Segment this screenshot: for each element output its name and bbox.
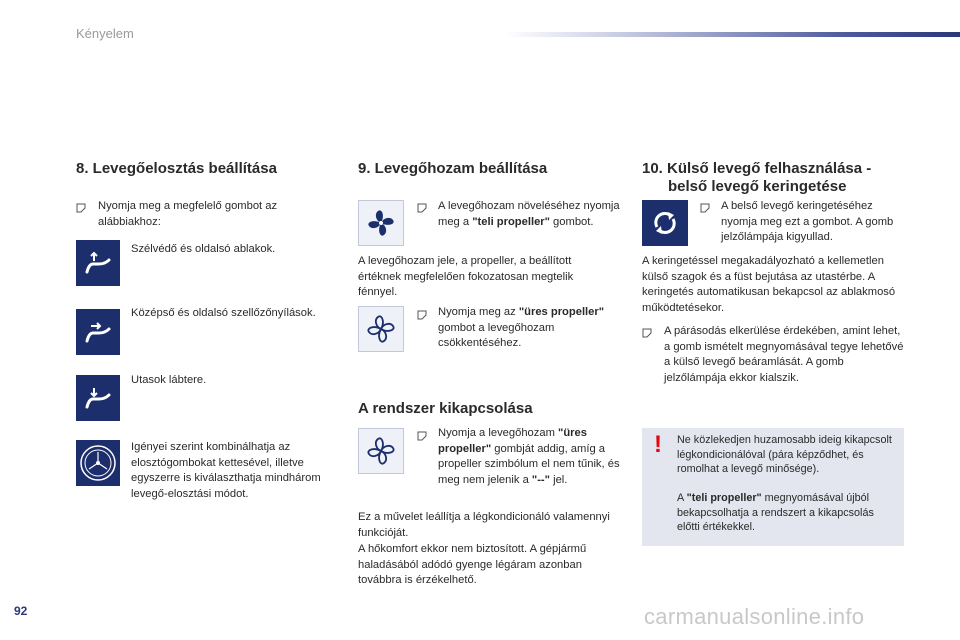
tip-marker-icon [700, 203, 710, 213]
vent-airflow-icon-glyph [83, 320, 113, 344]
section9-item2-pre: Nyomja meg az [438, 306, 519, 318]
shutdown-item-bold2: "--" [531, 473, 550, 486]
fan-empty-icon-glyph [364, 312, 398, 346]
shutdown-item-bold1: "üres propeller" [438, 427, 587, 455]
section9-item1-post: gombot. [549, 215, 594, 228]
note-text1: Ne közlekedjen huzamosabb ideig kikapcsolt légkondicionálóval (pára képződhet, és romolhat a levegő minősége). [677, 434, 892, 475]
windshield-airflow-icon[interactable] [76, 240, 120, 286]
shutdown-item-pre: Nyomja a levegőhozam [438, 427, 559, 439]
windshield-airflow-icon-glyph [83, 251, 113, 275]
fan-full-icon[interactable] [358, 200, 404, 246]
section10-paragraph: A keringetéssel megakadályozható a kellemetlen külső szagok és a füst bejutása az utastérbe. A keringetés automatikusan bekapcsol az ablakmosó működtetésekor. [642, 255, 896, 314]
section10-item2: A párásodás elkerülése érdekében, amint lehet, a gomb ismételt megnyomásával tegye lehetővé a külső levegő beáramlását. A gomb jelzőlámpája ekkor kialszik. [664, 325, 904, 384]
section9-item1-pre: A levegőhozam növeléséhez nyomja meg a [438, 200, 620, 228]
section10-heading-line2: belső levegő keringetése [668, 178, 847, 195]
recirculation-icon-glyph [649, 207, 681, 239]
watermark-text: carmanualsonline.info [644, 604, 865, 629]
vent-airflow-icon[interactable] [76, 309, 120, 355]
section9-heading: 9. Levegőhozam beállítása [358, 160, 548, 177]
section8-heading: 8. Levegőelosztás beállítása [76, 160, 277, 177]
note-pre: A [677, 492, 687, 504]
section9-item-increase [438, 199, 620, 230]
tip-marker-icon [642, 328, 652, 338]
note-text2 [677, 491, 899, 535]
tip-marker-icon [417, 203, 427, 213]
section9-item-decrease [438, 305, 620, 352]
fan-empty-icon[interactable] [358, 306, 404, 352]
shutdown-item [438, 426, 622, 488]
fan-full-icon-glyph [364, 206, 398, 240]
section10-heading [642, 160, 902, 196]
distribution-dial-icon[interactable] [76, 440, 120, 486]
recirculation-icon[interactable] [642, 200, 688, 246]
tip-marker-icon [417, 310, 427, 320]
tip-marker-icon [76, 203, 86, 213]
section8-intro: Nyomja meg a megfelelő gombot az alábbiakhoz: [98, 200, 278, 228]
shutdown-para2: A hőkomfort ekkor nem biztosított. A gépjármű haladásából adódó gyenge légáram azonban továbbra is érzékelhető. [358, 543, 587, 586]
section10-item1: A belső levegő keringetéséhez nyomja meg ezt a gombot. A gomb jelzőlámpája kigyullad. [721, 200, 894, 243]
fan-off-icon-glyph [364, 434, 398, 468]
section8-item-combine: Igényei szerint kombinálhatja az elosztógombokat kettesével, illetve egyszerre is kiválaszthatja mindhárom levegő-elosztási módot. [131, 441, 321, 500]
note-bold: "teli propeller" [686, 492, 762, 504]
warning-exclamation-icon: ! [654, 431, 662, 458]
fan-off-icon[interactable] [358, 428, 404, 474]
header-title: Kényelem [76, 26, 134, 41]
section9-paragraph: A levegőhozam jele, a propeller, a beállított értéknek megfelelően fokozatosan megtelik fénnyel. [358, 255, 574, 298]
shutdown-para1: Ez a művelet leállítja a légkondicionáló valamennyi funkcióját. [358, 511, 610, 539]
header-bar [505, 32, 960, 37]
section8-item-windshield: Szélvédő és oldalsó ablakok. [131, 243, 276, 255]
section8-item-footwell: Utasok lábtere. [131, 374, 207, 386]
footwell-airflow-icon[interactable] [76, 375, 120, 421]
section9-item1-bold: "teli propeller" [472, 215, 550, 228]
section9-item2-bold: "üres propeller" [518, 306, 605, 318]
tip-marker-icon [417, 431, 427, 441]
section9-item2-post: gombot a levegőhozam csökkentéséhez. [438, 321, 555, 349]
distribution-dial-icon-glyph [78, 443, 118, 483]
shutdown-item-post: jel. [549, 473, 568, 486]
note-post: megnyomásával újból bekapcsolhatja a rendszert a kikapcsolás előtti értékekkel. [677, 492, 874, 533]
shutdown-heading: A rendszer kikapcsolása [358, 400, 533, 417]
section10-heading-line1: 10. Külső levegő felhasználása - [642, 160, 872, 177]
shutdown-item-mid: gombját addig, amíg a propeller szimbólum el nem tűnik, és meg nem jelenik a [438, 442, 620, 486]
section8-item-vents: Középső és oldalsó szellőzőnyílások. [131, 307, 316, 319]
page-number: 92 [14, 604, 28, 618]
footwell-airflow-icon-glyph [83, 386, 113, 410]
